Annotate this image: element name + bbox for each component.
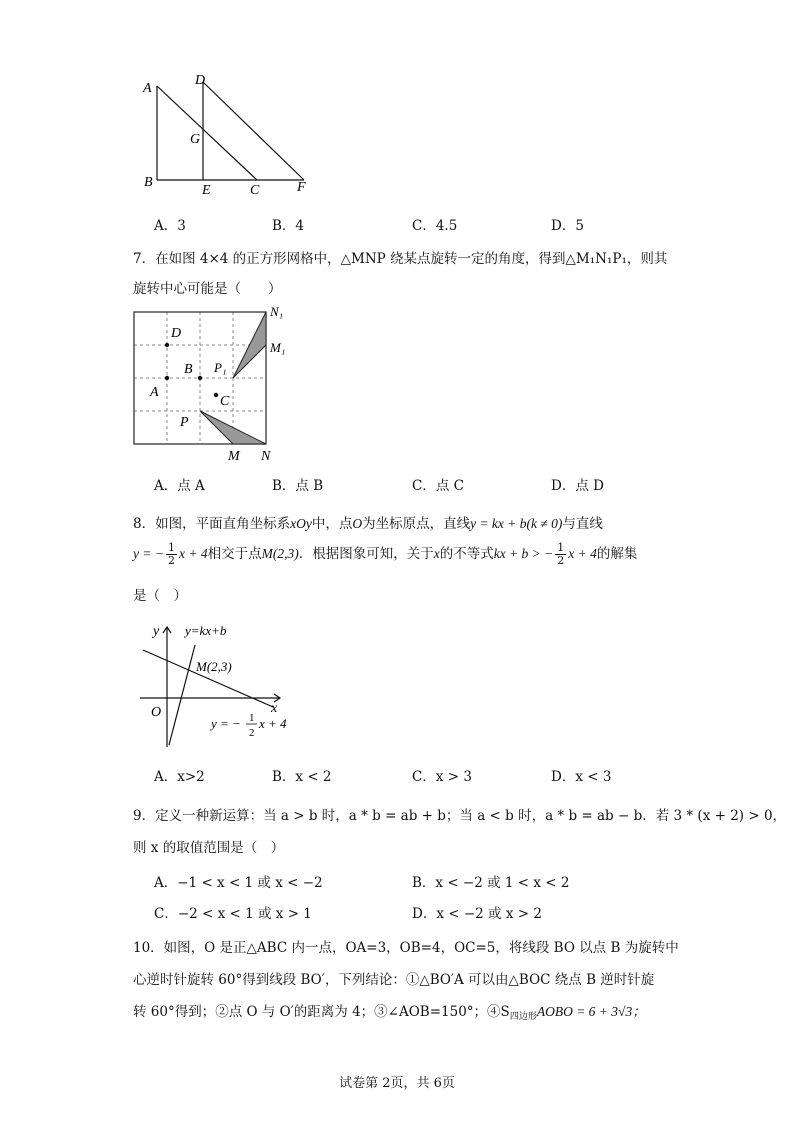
q8-math: O xyxy=(352,516,363,531)
q8-math: x + 4 xyxy=(568,546,597,561)
q9-option-a: A．−1 < x < 1 或 x < −2 xyxy=(154,875,323,891)
q8-math: xOy xyxy=(290,516,312,531)
q7-label-n: N xyxy=(261,449,271,464)
q6-label-e: E xyxy=(202,183,211,198)
q8-line2-frac-num: 1 xyxy=(249,712,255,724)
q9-stem-line2: 则 x 的取值范围是（ ） xyxy=(133,840,285,856)
q8-frac-den: 2 xyxy=(167,554,175,567)
q7-option-a: A．点 A xyxy=(154,478,205,494)
q10-stem-line3 xyxy=(133,1000,646,1022)
q8-math: x xyxy=(433,546,440,561)
q8-text: 中，点 xyxy=(311,516,353,532)
q8-line2-frac-den: 2 xyxy=(249,727,255,739)
q10-math: AOBO = 6 + 3√3； xyxy=(536,1004,646,1019)
q7-label-m1: M₁ xyxy=(270,340,286,355)
q8-text: 为坐标原点，直线 xyxy=(362,516,471,532)
q8-frac-num: 1 xyxy=(557,541,565,554)
q6-option-b: B．4 xyxy=(272,218,305,234)
q8-text: 8．如图，平面直角坐标系 xyxy=(133,516,291,532)
q8-text: 的解集 xyxy=(596,546,638,562)
q9-option-c: C．−2 < x < 1 或 x > 1 xyxy=(154,906,312,922)
q8-graph-figure xyxy=(135,615,295,755)
q7-option-b: B．点 B xyxy=(272,478,324,494)
q6-option-d: D．5 xyxy=(551,218,584,234)
q8-option-b: B．x < 2 xyxy=(272,769,332,785)
q8-fraction xyxy=(166,542,177,567)
q8-line2-label-tail: x + 4 xyxy=(259,716,287,731)
q7-grid-figure xyxy=(120,300,300,470)
q6-label-d: D xyxy=(195,73,206,88)
q6-option-a: A．3 xyxy=(154,218,186,234)
q8-fraction xyxy=(555,542,566,567)
q8-stem-line1 xyxy=(133,512,603,532)
q7-stem-line2: 旋转中心可能是（ ） xyxy=(133,281,282,297)
q7-label-m: M xyxy=(228,449,240,464)
q8-axis-y-label: y xyxy=(153,624,160,639)
q6-label-b: B xyxy=(144,175,153,190)
q8-text: 相交于点 xyxy=(207,546,262,562)
q9-stem-line1: 9．定义一种新运算：当 a > b 时，a * b = ab + b；当 a < b 时，a * b = ab − b．若 3 * (x + 2) > 0， xyxy=(133,808,787,824)
q8-option-c: C．x > 3 xyxy=(412,769,472,785)
q10-subscript: 四边形 xyxy=(509,1012,537,1022)
q7-option-d: D．点 D xyxy=(551,478,604,494)
q8-text: ．根据图象可知，关于 xyxy=(298,546,434,562)
q7-label-p1: P₁ xyxy=(214,360,227,375)
q7-label-b: B xyxy=(184,362,193,377)
q8-math: kx + b > − xyxy=(493,546,554,561)
q8-point-m-label: M(2,3) xyxy=(196,659,232,674)
q6-label-c: C xyxy=(250,183,260,198)
q10-stem-line1: 10．如图，O 是正△ABC 内一点，OA=3，OB=4，OC=5，将线段 BO 以点 B 为旋转中 xyxy=(133,940,679,956)
q7-label-c: C xyxy=(220,394,230,409)
q8-text: 的不等式 xyxy=(439,546,494,562)
q9-option-d: D．x < −2 或 x > 2 xyxy=(412,906,542,922)
q8-origin-label: O xyxy=(151,705,162,720)
q6-label-f: F xyxy=(297,180,306,195)
q8-frac-den: 2 xyxy=(557,554,565,567)
q6-figure xyxy=(140,70,320,200)
q8-math: M(2,3) xyxy=(261,546,299,561)
q7-label-n1: N₁ xyxy=(270,304,284,319)
q7-label-a: A xyxy=(150,385,159,400)
q10-text: 转 60°得到；②点 O 与 O′的距离为 4；③∠AOB=150°；④S xyxy=(133,1004,510,1020)
q8-stem-line3: 是（ ） xyxy=(133,588,187,604)
q8-stem-line2 xyxy=(133,542,637,567)
q8-math: y = − xyxy=(133,546,164,561)
q7-option-c: C．点 C xyxy=(412,478,464,494)
q7-label-d: D xyxy=(171,326,182,341)
q8-text: 与直线 xyxy=(562,516,603,532)
q10-stem-line2: 心逆时针旋转 60°得到线段 BO′，下列结论：①△BO′A 可以由△BOC 绕点 B 逆时针旋 xyxy=(133,972,655,988)
q8-axis-x-label: x xyxy=(271,701,278,716)
q8-frac-num: 1 xyxy=(167,541,175,554)
q6-label-g: G xyxy=(190,132,201,147)
q6-option-c: C．4.5 xyxy=(412,218,458,234)
q8-math: x + 4 xyxy=(178,546,208,561)
q8-line2-label: y = − xyxy=(211,716,241,731)
q7-stem-line1: 7．在如图 4×4 的正方形网格中，△MNP 绕某点旋转一定的角度，得到△M₁N₁P₁，则其 xyxy=(133,251,668,267)
q7-label-p: P xyxy=(180,415,189,430)
q8-line1-label: y=kx+b xyxy=(185,623,227,638)
page-footer: 试卷第 2页，共 6页 xyxy=(339,1076,455,1091)
q8-math: y = kx + b(k ≠ 0) xyxy=(470,516,563,531)
q8-option-d: D．x < 3 xyxy=(551,769,612,785)
q6-label-a: A xyxy=(143,81,152,96)
q9-option-b: B．x < −2 或 1 < x < 2 xyxy=(412,875,570,891)
q8-option-a: A．x>2 xyxy=(154,769,205,785)
